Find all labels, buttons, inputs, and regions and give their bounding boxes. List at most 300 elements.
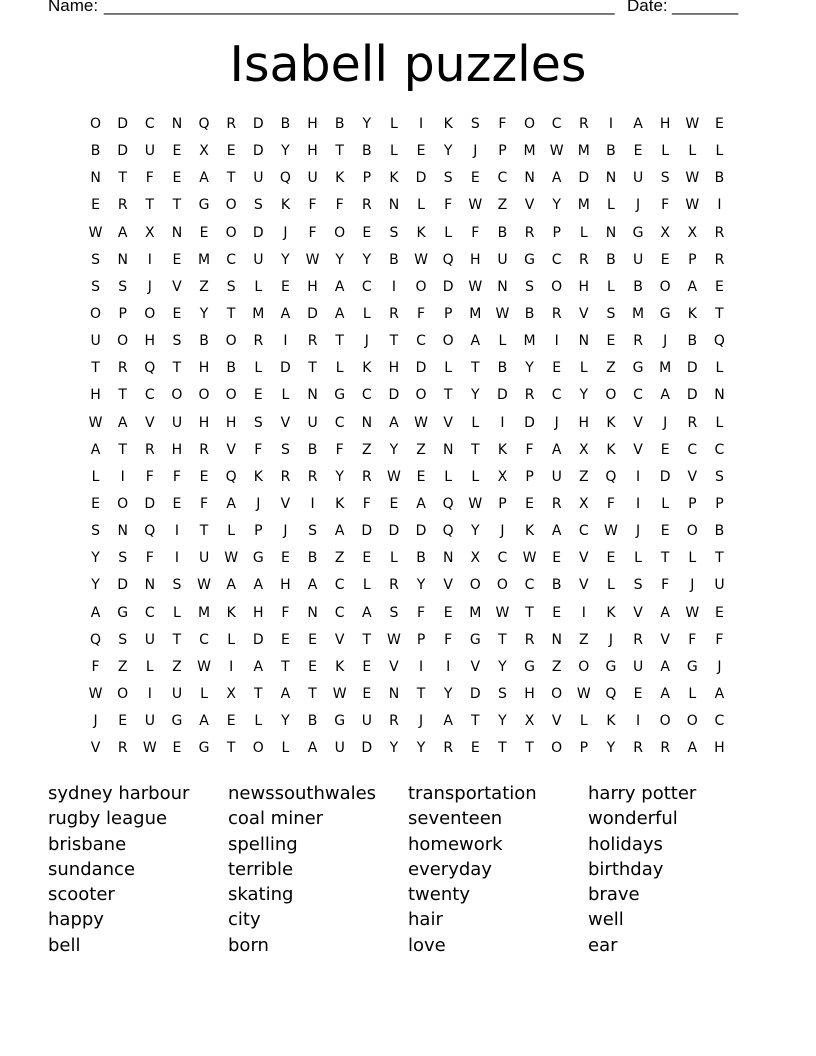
grid-letter: O	[90, 116, 102, 132]
grid-letter: R	[361, 468, 372, 485]
grid-letter: W	[468, 197, 483, 214]
grid-letter: Q	[144, 523, 156, 540]
grid-letter: K	[687, 305, 697, 322]
grid-letter: S	[118, 631, 128, 648]
header	[48, 0, 748, 20]
grid-letter: E	[715, 116, 724, 132]
grid-letter: Y	[579, 387, 589, 404]
grid-letter: V	[334, 631, 345, 648]
grid-letter: C	[497, 170, 508, 187]
grid-letter: E	[633, 685, 643, 702]
grid-letter: Y	[471, 387, 480, 404]
grid-letter: U	[253, 251, 264, 268]
grid-row	[82, 521, 733, 548]
grid-letter: H	[578, 414, 590, 431]
grid-letter: L	[390, 116, 398, 132]
grid-letter: W	[604, 523, 618, 540]
grid-letter: F	[145, 550, 154, 567]
grid-letter: M	[469, 604, 482, 621]
grid-letter: L	[688, 143, 697, 160]
grid-letter: I	[174, 523, 179, 540]
grid-letter: W	[142, 740, 157, 757]
grid-letter: A	[90, 604, 101, 621]
grid-letter: N	[524, 170, 535, 187]
grid-letter: Y	[91, 550, 100, 567]
grid-letter: V	[280, 495, 291, 512]
grid-letter: L	[254, 278, 263, 295]
grid-letter: O	[117, 685, 129, 702]
grid-letter: E	[660, 251, 670, 268]
grid-letter: W	[88, 414, 103, 431]
grid-letter: I	[147, 685, 152, 702]
grid-letter: R	[714, 251, 725, 268]
grid-letter: F	[335, 197, 344, 214]
grid-letter: Y	[525, 360, 534, 377]
grid-letter: Y	[281, 713, 290, 730]
grid-letter: F	[444, 631, 453, 648]
grid-letter: W	[685, 604, 700, 621]
grid-letter: H	[171, 441, 183, 458]
grid-row	[82, 250, 733, 277]
grid-letter: F	[281, 604, 290, 621]
grid-letter: I	[500, 414, 505, 431]
grid-letter: R	[389, 713, 399, 730]
grid-letter: O	[225, 224, 237, 241]
grid-letter: L	[471, 414, 480, 431]
grid-letter: Y	[362, 251, 372, 268]
grid-letter: I	[418, 658, 424, 675]
grid-letter: R	[524, 631, 535, 648]
grid-letter: B	[687, 333, 698, 350]
grid-letter: A	[687, 740, 698, 757]
grid-letter: D	[524, 414, 535, 431]
grid-letter: L	[444, 360, 453, 377]
grid-letter: F	[145, 468, 154, 485]
grid-letter: X	[687, 224, 698, 241]
grid-letter: R	[714, 224, 725, 241]
grid-letter: X	[497, 468, 508, 485]
grid-letter: Q	[198, 116, 210, 132]
grid-letter: N	[307, 387, 318, 404]
grid-letter: K	[253, 468, 263, 485]
page-title: Isabell puzzles	[229, 36, 587, 93]
grid-letter: B	[307, 713, 318, 730]
word-list-item: sydney harbour	[48, 783, 190, 804]
grid-letter: E	[172, 143, 182, 160]
grid-row	[82, 440, 733, 467]
grid-letter: P	[416, 631, 426, 648]
grid-letter: Y	[416, 740, 426, 757]
grid-letter: J	[663, 333, 668, 350]
grid-row	[82, 603, 733, 630]
grid-letter: R	[226, 116, 237, 132]
grid-letter: W	[468, 495, 483, 512]
grid-letter: J	[473, 143, 478, 160]
grid-letter: C	[551, 387, 562, 404]
grid-letter: C	[334, 604, 345, 621]
grid-letter: N	[605, 224, 617, 241]
grid-row	[82, 738, 733, 765]
grid-letter: F	[91, 658, 100, 675]
grid-letter: K	[416, 224, 426, 241]
grid-letter: B	[497, 224, 508, 241]
grid-letter: G	[171, 713, 183, 730]
grid-letter: J	[418, 713, 424, 730]
grid-letter: E	[308, 631, 317, 648]
grid-letter: L	[688, 685, 697, 702]
grid-letter: J	[283, 523, 288, 540]
grid-row	[82, 684, 733, 711]
word-list-item: bell	[48, 934, 81, 956]
grid-letter: A	[687, 278, 698, 295]
grid-letter: G	[198, 197, 210, 214]
grid-letter: U	[171, 414, 183, 431]
grid-letter: D	[686, 360, 698, 377]
grid-letter: I	[174, 550, 179, 567]
word-list-item: transportation	[408, 783, 537, 804]
grid-letter: V	[443, 414, 453, 431]
grid-letter: L	[444, 468, 453, 485]
word-list-column	[228, 781, 408, 958]
grid-letter: W	[197, 658, 211, 675]
grid-letter: Z	[362, 441, 372, 458]
grid-letter: U	[171, 685, 183, 702]
grid-letter: D	[361, 740, 373, 757]
grid-letter: P	[498, 495, 507, 512]
grid-letter: G	[659, 305, 671, 322]
grid-letter: C	[361, 278, 372, 295]
grid-letter: M	[523, 333, 536, 350]
grid-letter: Q	[442, 523, 454, 540]
grid-letter: R	[361, 197, 372, 214]
grid-letter: K	[362, 360, 372, 377]
grid-letter: U	[144, 631, 155, 648]
grid-letter: S	[308, 523, 317, 540]
grid-letter: Z	[172, 658, 182, 675]
grid-letter: J	[147, 278, 152, 295]
grid-letter: H	[388, 360, 400, 377]
grid-letter: B	[199, 333, 209, 350]
grid-letter: L	[715, 360, 724, 377]
grid-letter: B	[307, 441, 318, 458]
grid-letter: L	[607, 278, 615, 295]
grid-letter: O	[252, 740, 264, 757]
grid-letter: W	[468, 278, 483, 295]
grid-letter: E	[362, 685, 372, 702]
grid-letter: G	[524, 658, 535, 675]
word-list-item: hair	[408, 909, 443, 931]
grid-letter: L	[335, 360, 344, 377]
grid-letter: V	[470, 658, 481, 675]
date-label: Date:	[627, 0, 668, 15]
grid-letter: Y	[335, 251, 344, 268]
grid-row	[82, 141, 733, 168]
grid-letter: D	[361, 523, 373, 540]
grid-letter: J	[283, 224, 288, 241]
grid-letter: V	[660, 631, 670, 648]
grid-letter: S	[91, 251, 100, 268]
grid-letter: E	[172, 305, 182, 322]
grid-letter: Q	[144, 360, 156, 377]
word-list-item: wonderful	[588, 808, 678, 830]
grid-letter: O	[198, 387, 210, 404]
grid-letter: A	[714, 685, 725, 702]
grid-letter: G	[198, 740, 210, 757]
grid-letter: B	[280, 116, 291, 132]
grid-letter: I	[635, 495, 641, 512]
grid-letter: E	[172, 495, 182, 512]
grid-letter: U	[198, 550, 210, 567]
grid-letter: S	[91, 278, 100, 295]
grid-letter: A	[226, 577, 236, 594]
grid-letter: L	[417, 197, 425, 214]
grid-letter: C	[226, 251, 237, 268]
grid-letter: E	[362, 224, 372, 241]
grid-letter: V	[90, 740, 101, 757]
grid-letter: A	[307, 577, 318, 594]
grid-letter: K	[335, 495, 345, 512]
word-list-item: everyday	[408, 858, 492, 880]
grid-letter: M	[198, 604, 211, 621]
grid-letter: R	[524, 224, 535, 241]
grid-letter: E	[633, 143, 643, 160]
word-list-item: rugby league	[48, 808, 168, 830]
word-list-item: love	[408, 934, 446, 956]
grid-letter: L	[91, 468, 100, 485]
grid-letter: N	[361, 414, 373, 431]
grid-letter: A	[443, 713, 453, 730]
grid-letter: N	[307, 604, 318, 621]
grid-letter: I	[717, 197, 722, 214]
grid-letter: Q	[713, 333, 725, 350]
grid-letter: V	[172, 278, 182, 295]
grid-letter: G	[334, 387, 346, 404]
grid-letter: T	[471, 360, 480, 377]
grid-letter: L	[281, 387, 290, 404]
grid-letter: D	[686, 387, 698, 404]
grid-letter: R	[307, 333, 318, 350]
grid-letter: Q	[279, 170, 291, 187]
word-list-item: well	[588, 909, 624, 931]
grid-letter: Q	[442, 251, 454, 268]
grid-letter: U	[361, 713, 372, 730]
grid-letter: Q	[225, 468, 237, 485]
grid-letter: B	[90, 143, 101, 160]
grid-letter: R	[117, 360, 128, 377]
grid-letter: B	[524, 305, 535, 322]
grid-row	[82, 168, 733, 195]
grid-letter: Y	[389, 740, 399, 757]
grid-letter: G	[334, 713, 346, 730]
grid-letter: U	[334, 740, 345, 757]
grid-letter: B	[497, 360, 508, 377]
grid-letter: A	[253, 577, 264, 594]
grid-letter: A	[226, 495, 236, 512]
grid-letter: S	[172, 577, 182, 594]
grid-letter: J	[93, 713, 98, 730]
name-label: Name:	[48, 0, 99, 15]
grid-letter: O	[225, 333, 237, 350]
grid-letter: V	[579, 577, 589, 594]
grid-letter: O	[225, 197, 237, 214]
grid-row	[82, 413, 733, 440]
grid-letter: I	[391, 278, 396, 295]
grid-letter: U	[307, 414, 318, 431]
grid-row	[82, 548, 733, 575]
grid-letter: R	[253, 333, 264, 350]
grid-letter: W	[549, 143, 564, 160]
grid-letter: N	[144, 577, 156, 594]
grid-letter: K	[606, 604, 616, 621]
name-blank-line: ______________________________________________________	[104, 0, 615, 15]
word-list-item: happy	[48, 909, 104, 931]
grid-letter: Y	[606, 740, 616, 757]
grid-letter: J	[364, 333, 369, 350]
grid-letter: C	[497, 550, 508, 567]
grid-letter: E	[362, 550, 372, 567]
grid-letter: J	[663, 414, 668, 431]
grid-letter: S	[172, 333, 182, 350]
word-list-item: ear	[588, 934, 618, 956]
grid-letter: L	[471, 468, 480, 485]
grid-letter: L	[715, 414, 724, 431]
grid-letter: L	[145, 658, 154, 675]
grid-letter: Z	[606, 360, 616, 377]
grid-letter: U	[307, 170, 318, 187]
grid-letter: B	[714, 523, 725, 540]
grid-letter: F	[471, 224, 480, 241]
grid-letter: J	[500, 523, 505, 540]
grid-letter: X	[470, 550, 481, 567]
grid-row	[82, 358, 733, 385]
grid-letter: X	[660, 224, 670, 241]
grid-letter: B	[416, 550, 426, 567]
grid-letter: V	[226, 441, 236, 458]
grid-letter: R	[307, 468, 318, 485]
grid-letter: M	[577, 197, 590, 214]
word-list-item: spelling	[228, 833, 298, 855]
grid-letter: N	[388, 685, 400, 702]
word-list-column	[588, 781, 768, 958]
grid-letter: O	[90, 305, 102, 322]
grid-letter: E	[470, 740, 480, 757]
grid-letter: G	[524, 251, 535, 268]
grid-letter: L	[688, 550, 697, 567]
grid-letter: A	[90, 441, 101, 458]
grid-letter: F	[525, 441, 534, 458]
grid-letter: V	[145, 414, 155, 431]
grid-letter: J	[608, 631, 613, 648]
grid-letter: L	[579, 224, 588, 241]
grid-letter: A	[470, 333, 481, 350]
grid-letter: D	[415, 360, 427, 377]
grid-letter: P	[118, 305, 127, 322]
grid-letter: O	[225, 387, 237, 404]
grid-letter: O	[415, 387, 427, 404]
grid-letter: G	[252, 550, 264, 567]
grid-letter: X	[226, 685, 236, 702]
grid-letter: T	[471, 441, 480, 458]
grid-letter: T	[443, 387, 453, 404]
grid-letter: T	[362, 631, 372, 648]
grid-letter: R	[280, 468, 291, 485]
grid-letter: Q	[605, 685, 617, 702]
grid-letter: V	[633, 441, 643, 458]
grid-letter: O	[659, 278, 671, 295]
grid-letter: K	[606, 441, 616, 458]
grid-letter: S	[118, 550, 128, 567]
grid-letter: B	[389, 251, 399, 268]
grid-letter: L	[661, 143, 670, 160]
grid-letter: T	[199, 523, 209, 540]
grid-letter: E	[552, 604, 562, 621]
grid-letter: A	[660, 658, 670, 675]
grid-letter: Y	[498, 658, 507, 675]
grid-letter: E	[253, 387, 263, 404]
grid-letter: S	[660, 170, 670, 187]
grid-letter: A	[334, 523, 345, 540]
grid-letter: L	[661, 495, 670, 512]
grid-letter: O	[117, 333, 129, 350]
grid-letter: N	[171, 224, 183, 241]
grid-letter: O	[551, 278, 563, 295]
grid-letter: B	[307, 550, 318, 567]
word-list-item: seventeen	[408, 808, 503, 830]
word-list-item: born	[228, 934, 269, 956]
grid-letter: I	[120, 468, 125, 485]
grid-letter: H	[714, 740, 725, 757]
grid-letter: A	[551, 441, 562, 458]
grid-letter: Z	[551, 658, 562, 675]
grid-letter: O	[334, 224, 346, 241]
grid-letter: G	[632, 224, 644, 241]
grid-row	[82, 657, 733, 684]
grid-letter: V	[280, 414, 291, 431]
grid-letter: T	[525, 604, 534, 621]
grid-letter: I	[554, 333, 559, 350]
grid-letter: S	[253, 414, 263, 431]
grid-letter: O	[605, 387, 617, 404]
grid-letter: C	[334, 577, 345, 594]
grid-letter: B	[362, 143, 372, 160]
grid-letter: K	[335, 170, 345, 187]
grid-letter: Y	[91, 577, 100, 594]
grid-letter: T	[226, 305, 236, 322]
grid-letter: H	[90, 387, 101, 404]
grid-letter: D	[117, 143, 129, 160]
grid-letter: L	[200, 685, 208, 702]
grid-letter: J	[554, 414, 559, 431]
grid-letter: H	[280, 577, 291, 594]
grid-letter: D	[415, 523, 427, 540]
grid-letter: O	[496, 577, 508, 594]
grid-letter: S	[280, 441, 290, 458]
grid-row	[82, 304, 733, 331]
grid-letter: T	[715, 305, 724, 322]
grid-letter: O	[144, 305, 156, 322]
word-list-item: homework	[408, 833, 503, 855]
grid-letter: W	[685, 197, 700, 214]
grid-letter: J	[635, 197, 641, 214]
grid-row	[82, 467, 733, 494]
grid-letter: M	[632, 305, 645, 322]
grid-letter: A	[199, 713, 209, 730]
grid-letter: T	[91, 360, 100, 377]
grid-letter: F	[498, 116, 507, 132]
grid-letter: A	[280, 685, 291, 702]
grid-letter: S	[525, 278, 534, 295]
grid-letter: R	[660, 740, 671, 757]
